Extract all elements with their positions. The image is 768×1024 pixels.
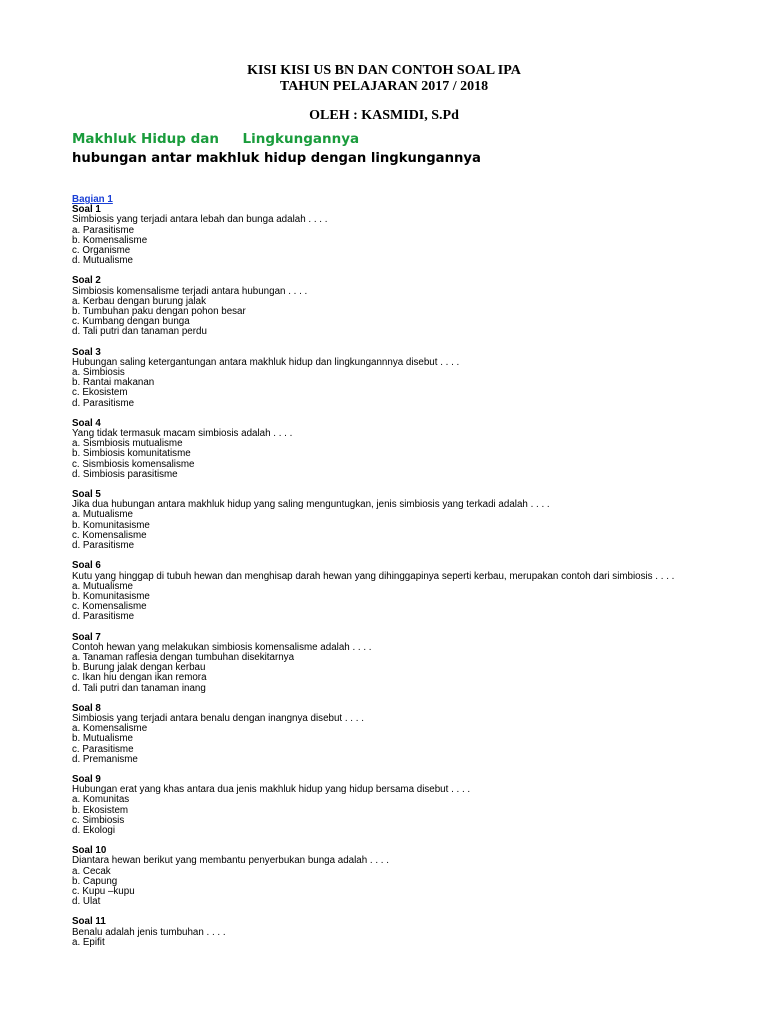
answer-option: c. Simbiosis: [72, 814, 125, 826]
answer-option: a. Tanaman raflesia dengan tumbuhan disekitarnya: [72, 651, 295, 663]
question-block: [72, 633, 712, 694]
question-text: Benalu adalah jenis tumbuhan . . . .: [72, 926, 226, 938]
answer-option: a. Epifit: [72, 936, 105, 948]
answer-option: a. Komensalisme: [72, 723, 148, 735]
question-block: [72, 917, 712, 948]
question-text: Simbiosis komensalisme terjadi antara hubungan . . . .: [72, 285, 308, 297]
question-title: Soal 11: [72, 916, 106, 928]
answer-option: d. Tali putri dan tanaman perdu: [72, 326, 207, 338]
question-text: Kutu yang hinggap di tubuh hewan dan menghisap darah hewan yang dihinggapinya seperti kerbau, merupakan contoh dari simbiosis . . . .: [72, 570, 675, 582]
question-block: [72, 276, 712, 337]
question-block: [72, 846, 712, 907]
answer-option: d. Tali putri dan tanaman inang: [72, 682, 206, 694]
answer-option: a. Parasitisme: [72, 224, 135, 236]
answer-option: d. Simbiosis parasitisme: [72, 468, 178, 480]
answer-option: b. Capung: [72, 875, 118, 887]
answer-option: b. Burung jalak dengan kerbau: [72, 662, 206, 674]
answer-option: b. Simbiosis komunitatisme: [72, 448, 191, 460]
question-title: Soal 1: [72, 204, 101, 216]
answer-option: b. Ekosistem: [72, 804, 129, 816]
question-block: [72, 419, 712, 480]
answer-option: b. Komunitasisme: [72, 590, 150, 602]
answer-option: d. Ulat: [72, 896, 101, 908]
answer-option: d. Parasitisme: [72, 540, 135, 552]
question-block: [72, 348, 712, 409]
question-text: Hubungan erat yang khas antara dua jenis makhluk hidup yang hidup bersama disebut . . . .: [72, 784, 471, 796]
question-text: Diantara hewan berikut yang membantu penyerbukan bunga adalah . . . .: [72, 855, 389, 867]
answer-option: d. Parasitisme: [72, 397, 135, 409]
answer-option: b. Rantai makanan: [72, 377, 155, 389]
author-line: OLEH : KASMIDI, S.Pd: [309, 108, 459, 123]
answer-option: d. Parasitisme: [72, 611, 135, 623]
answer-option: c. Parasitisme: [72, 743, 134, 755]
answer-option: c. Ekosistem: [72, 387, 128, 399]
academic-year: TAHUN PELAJARAN 2017 / 2018: [279, 79, 489, 94]
answer-option: c. Kumbang dengan bunga: [72, 316, 190, 328]
topic-subtitle: hubungan antar makhluk hidup dengan lingkungannya: [72, 151, 481, 166]
question-list: [72, 195, 712, 958]
topic-heading: Makhluk Hidup dan Lingkungannya: [72, 131, 360, 147]
answer-option: c. Organisme: [72, 245, 131, 257]
question-title: Soal 4: [72, 417, 101, 429]
question-title: Soal 5: [72, 489, 101, 501]
question-text: Hubungan saling ketergantungan antara makhluk hidup dan lingkungannnya disebut . . . .: [72, 356, 460, 368]
question-text: Yang tidak termasuk macam simbiosis adalah . . . .: [72, 428, 293, 440]
section-link-bagian-1[interactable]: Bagian 1: [72, 194, 113, 205]
answer-option: b. Mutualisme: [72, 733, 133, 745]
question-title: Soal 7: [72, 631, 101, 643]
question-block: [72, 775, 712, 836]
answer-option: c. Komensalisme: [72, 529, 147, 541]
answer-option: a. Mutualisme: [72, 509, 133, 521]
question-title: Soal 9: [72, 773, 101, 785]
question-text: Simbiosis yang terjadi antara lebah dan bunga adalah . . . .: [72, 214, 328, 226]
answer-option: d. Ekologi: [72, 824, 116, 836]
answer-option: c. Sismbiosis komensalisme: [72, 458, 195, 470]
answer-option: c. Komensalisme: [72, 601, 147, 613]
question-block: [72, 704, 712, 765]
answer-option: b. Komunitasisme: [72, 519, 150, 531]
question-text: Contoh hewan yang melakukan simbiosis komensalisme adalah . . . .: [72, 641, 372, 653]
question-title: Soal 2: [72, 275, 101, 287]
answer-option: d. Premanisme: [72, 753, 138, 765]
question-title: Soal 10: [72, 845, 107, 857]
question-title: Soal 3: [72, 346, 101, 358]
question-block: [72, 561, 712, 622]
document-title: KISI KISI US BN DAN CONTOH SOAL IPA: [247, 63, 521, 78]
question-text: Simbiosis yang terjadi antara benalu dengan inangnya disebut . . . .: [72, 712, 364, 724]
answer-option: b. Tumbuhan paku dengan pohon besar: [72, 306, 246, 318]
answer-option: b. Komensalisme: [72, 234, 148, 246]
answer-option: a. Kerbau dengan burung jalak: [72, 295, 206, 307]
question-block: [72, 205, 712, 266]
answer-option: a. Mutualisme: [72, 580, 133, 592]
answer-option: a. Komunitas: [72, 794, 130, 806]
answer-option: c. Kupu –kupu: [72, 885, 135, 897]
answer-option: d. Mutualisme: [72, 255, 133, 267]
answer-option: a. Cecak: [72, 865, 111, 877]
question-title: Soal 8: [72, 702, 101, 714]
answer-option: c. Ikan hiu dengan ikan remora: [72, 672, 207, 684]
question-block: [72, 490, 712, 551]
question-text: Jika dua hubungan antara makhluk hidup yang saling menguntugkan, jenis simbiosis yang terkadi adalah . . . .: [72, 499, 550, 511]
answer-option: a. Simbiosis: [72, 367, 125, 379]
question-title: Soal 6: [72, 560, 101, 572]
answer-option: a. Sismbiosis mutualisme: [72, 438, 183, 450]
